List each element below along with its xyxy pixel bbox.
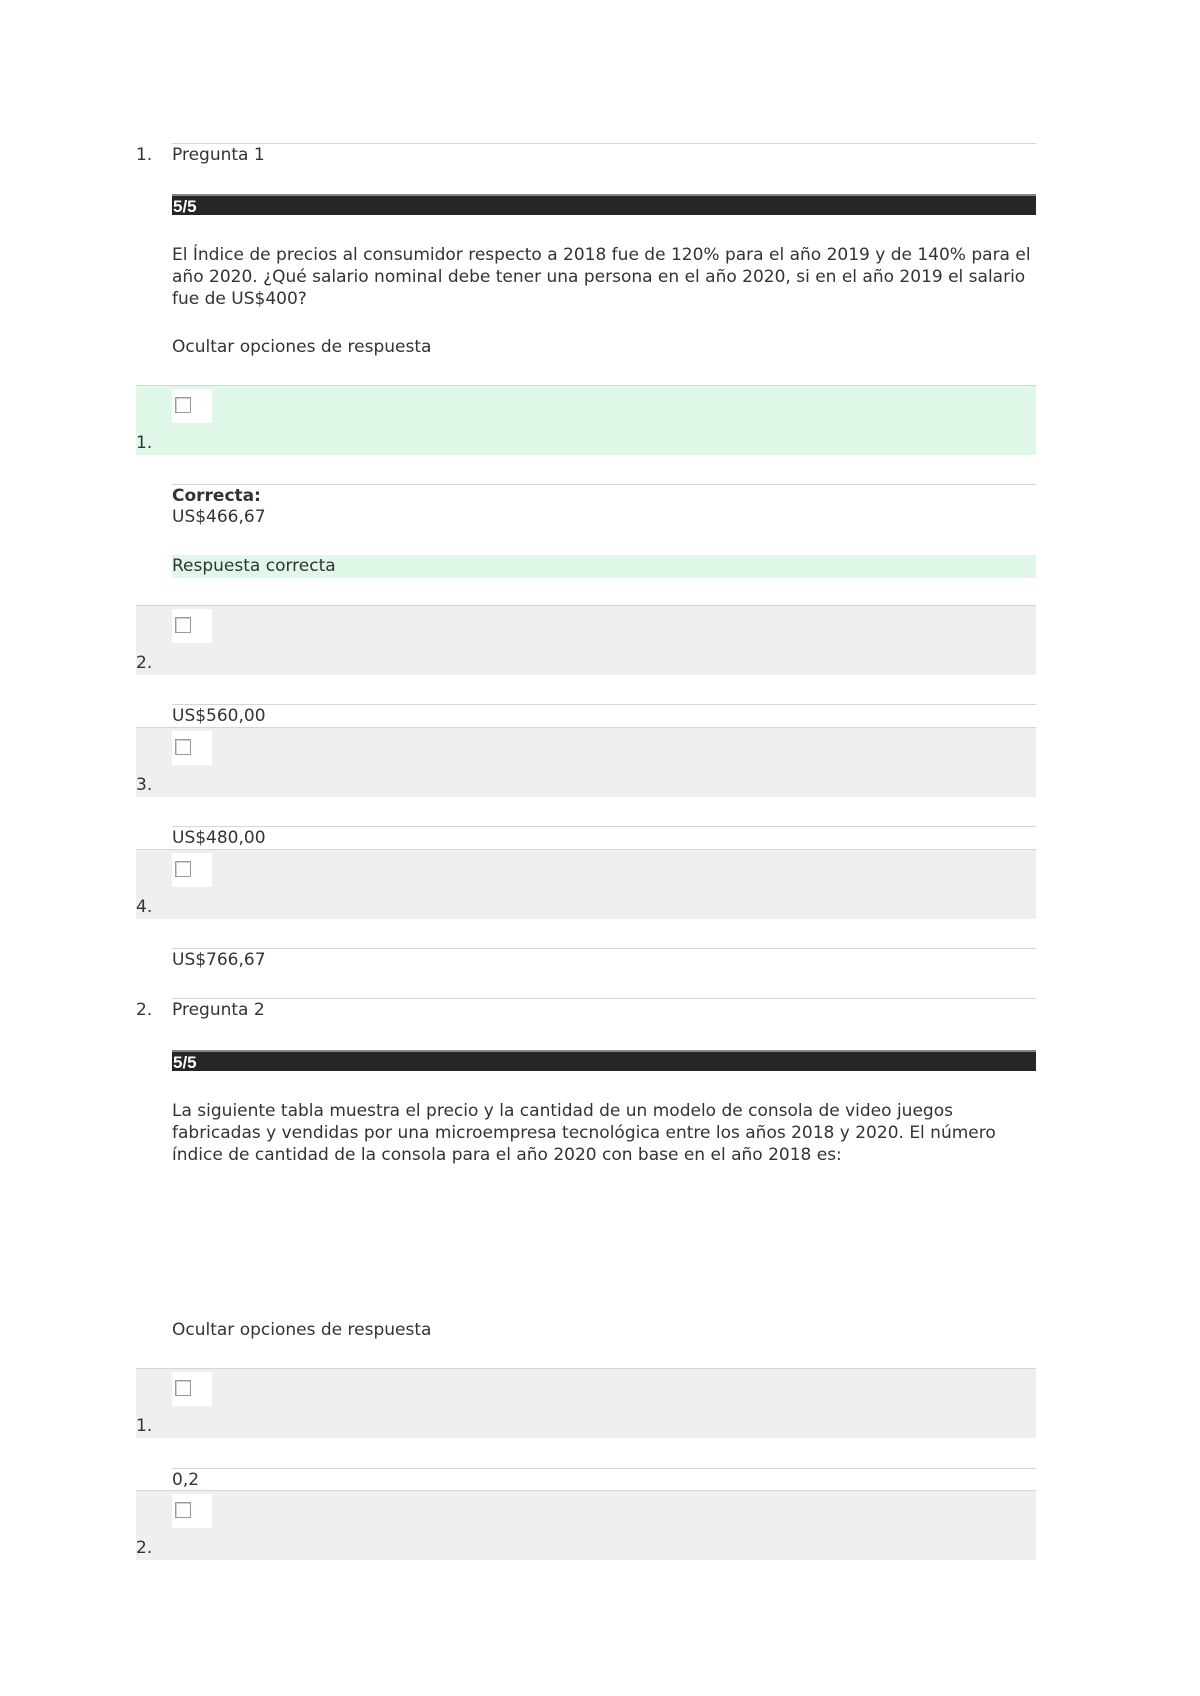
divider [172, 143, 1036, 144]
option-number: 1. [136, 1416, 153, 1436]
answer-checkbox[interactable] [172, 389, 212, 423]
feedback-correct: Respuesta correcta [172, 555, 1036, 578]
divider [172, 948, 1036, 949]
answer-option-row[interactable] [136, 727, 1036, 797]
divider [172, 998, 1036, 999]
answer-option-row[interactable] [136, 385, 1036, 455]
answer-option-row[interactable] [136, 1490, 1036, 1560]
answer-text: US$560,00 [172, 706, 266, 726]
option-number: 1. [136, 433, 153, 453]
answer-checkbox[interactable] [172, 609, 212, 643]
divider [172, 484, 1036, 485]
hide-options-link[interactable]: Ocultar opciones de respuesta [172, 1320, 432, 1340]
question-title: Pregunta 2 [172, 1000, 265, 1020]
question-text: La siguiente tabla muestra el precio y la cantidad de un modelo de consola de video juegos fabricadas y vendidas por una microempresa tecnológica entre los años 2018 y 2020. El número índice de cantidad de la consola para el año 2020 con base en el año 2018 es: [172, 1101, 996, 1165]
question-title: Pregunta 1 [172, 145, 265, 165]
hide-options-link[interactable]: Ocultar opciones de respuesta [172, 337, 432, 357]
answer-checkbox[interactable] [172, 1494, 212, 1528]
answer-checkbox[interactable] [172, 1372, 212, 1406]
question-text: El Índice de precios al consumidor respecto a 2018 fue de 120% para el año 2019 y de 140% para el año 2020. ¿Qué salario nominal debe tener una persona en el año 2020, si en el año 2019 el salario fue de US$400? [172, 245, 1031, 309]
answer-checkbox[interactable] [172, 731, 212, 765]
answer-option-row[interactable] [136, 849, 1036, 919]
option-number: 2. [136, 1538, 153, 1558]
correct-label: Correcta: [172, 486, 261, 506]
question-number: 2. [136, 1000, 153, 1020]
answer-option-row[interactable] [136, 1368, 1036, 1438]
answer-text: US$466,67 [172, 507, 266, 527]
answer-checkbox[interactable] [172, 853, 212, 887]
score-bar: 5/5 [172, 194, 1036, 215]
option-number: 4. [136, 897, 153, 917]
answer-option-row[interactable] [136, 605, 1036, 675]
score-bar: 5/5 [172, 1050, 1036, 1071]
divider [172, 1468, 1036, 1469]
divider [172, 826, 1036, 827]
question-number: 1. [136, 145, 153, 165]
answer-text: US$480,00 [172, 828, 266, 848]
divider [172, 704, 1036, 705]
option-number: 2. [136, 653, 153, 673]
answer-text: US$766,67 [172, 950, 266, 970]
option-number: 3. [136, 775, 153, 795]
answer-text: 0,2 [172, 1470, 200, 1490]
